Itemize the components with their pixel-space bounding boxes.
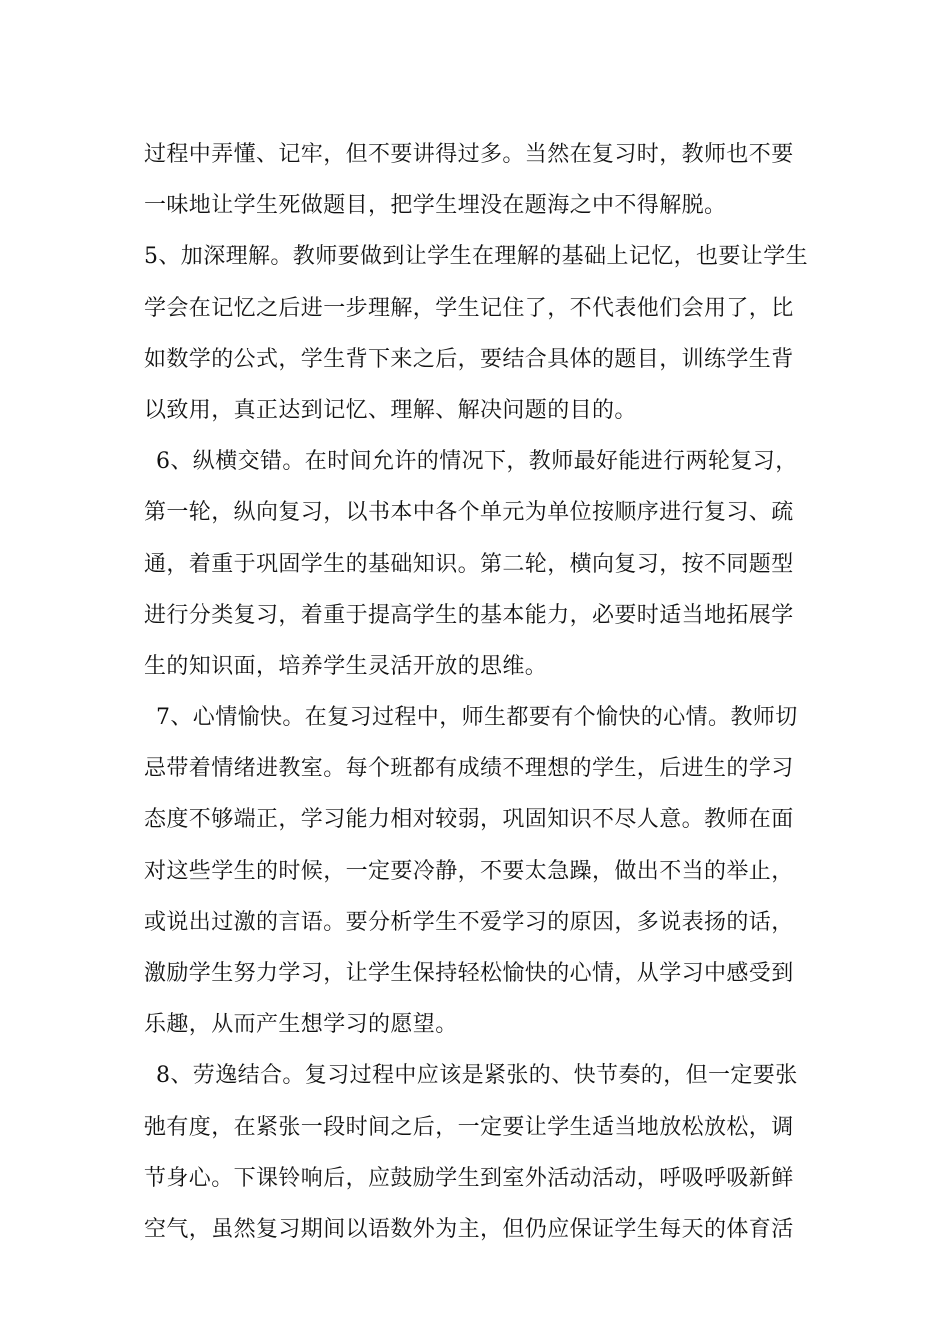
text-line: 生的知识面，培养学生灵活开放的思维。 bbox=[144, 653, 548, 679]
text-line: 通，着重于巩固学生的基础知识。第二轮，横向复习，按不同题型 bbox=[144, 551, 794, 577]
text-line: 空气，虽然复习期间以语数外为主，但仍应保证学生每天的体育活 bbox=[144, 1216, 794, 1242]
text-line: 5、加深理解。教师要做到让学生在理解的基础上记忆，也要让学生 bbox=[144, 244, 808, 270]
text-line: 以致用，真正达到记忆、理解、解决问题的目的。 bbox=[144, 397, 637, 423]
text-line: 过程中弄懂、记牢，但不要讲得过多。当然在复习时，教师也不要 bbox=[144, 142, 794, 167]
text-line: 6、纵横交错。在时间允许的情况下，教师最好能进行两轮复习， bbox=[156, 449, 798, 475]
text-line: 对这些学生的时候，一定要冷静，不要太急躁，做出不当的举止， bbox=[144, 858, 794, 884]
text-line: 学会在记忆之后进一步理解，学生记住了，不代表他们会用了，比 bbox=[144, 295, 794, 321]
text-line: 第一轮，纵向复习，以书本中各个单元为单位按顺序进行复习、疏 bbox=[144, 500, 794, 526]
text-line: 7、心情愉快。在复习过程中，师生都要有个愉快的心情。教师切 bbox=[156, 705, 798, 731]
text-line: 或说出过激的言语。要分析学生不爱学习的原因，多说表扬的话， bbox=[144, 909, 794, 935]
text-line: 弛有度，在紧张一段时间之后，一定要让学生适当地放松放松，调 bbox=[144, 1114, 794, 1140]
text-line: 忌带着情绪进教室。每个班都有成绩不理想的学生，后进生的学习 bbox=[144, 756, 794, 782]
text-line: 如数学的公式，学生背下来之后，要结合具体的题目，训练学生背 bbox=[144, 346, 794, 372]
text-line: 激励学生努力学习，让学生保持轻松愉快的心情，从学习中感受到 bbox=[144, 961, 794, 986]
text-line: 态度不够端正，学习能力相对较弱，巩固知识不尽人意。教师在面 bbox=[144, 807, 794, 833]
text-line: 一味地让学生死做题目，把学生埋没在题海之中不得解脱。 bbox=[144, 193, 727, 219]
text-line: 8、劳逸结合。复习过程中应该是紧张的、快节奏的，但一定要张 bbox=[156, 1063, 798, 1089]
text-line: 进行分类复习，着重于提高学生的基本能力，必要时适当地拓展学 bbox=[144, 602, 794, 628]
text-line: 乐趣，从而产生想学习的愿望。 bbox=[144, 1012, 458, 1038]
body-text bbox=[144, 129, 814, 1255]
text-line: 节身心。下课铃响后，应鼓励学生到室外活动活动，呼吸呼吸新鲜 bbox=[144, 1165, 794, 1191]
